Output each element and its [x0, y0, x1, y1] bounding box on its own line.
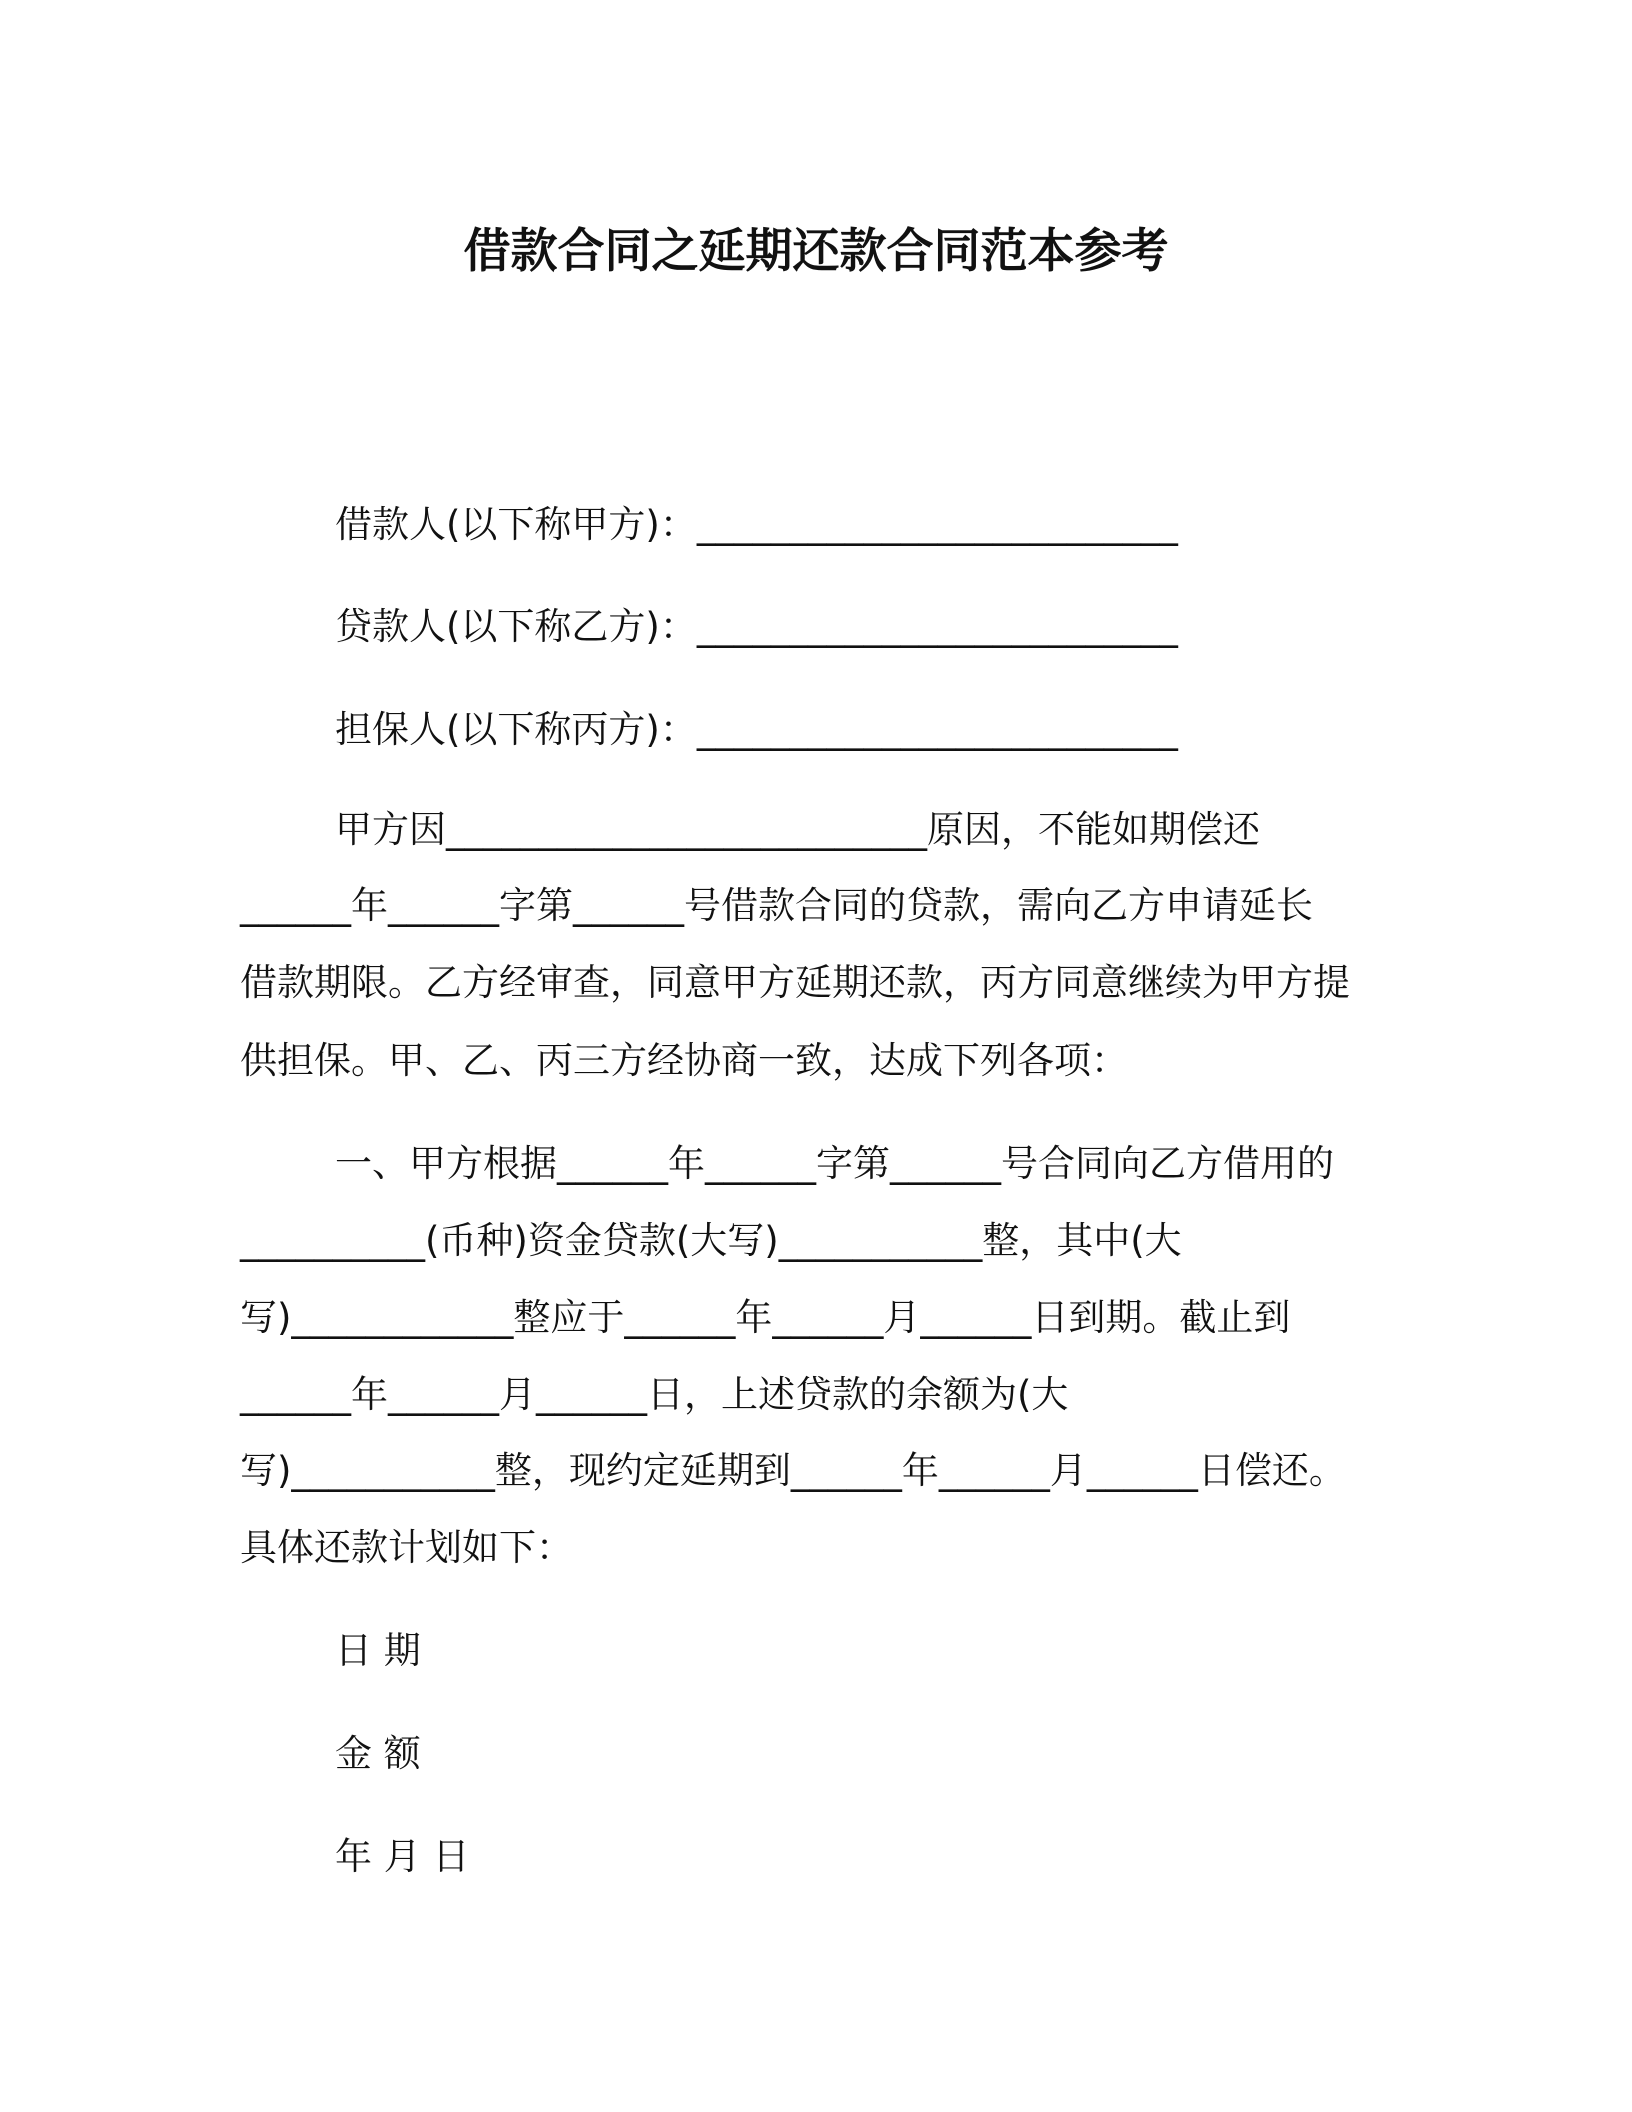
clause1-line-4: ______年______月______日，上述贷款的余额为(大: [240, 1373, 1069, 1416]
clause1-line-5: 写)___________整，现约定延期到______年______月______日偿还。: [240, 1449, 1346, 1492]
clause1-line-3: 写)____________整应于______年______月______日到期。截止到: [240, 1296, 1291, 1339]
schedule-label-ymd: 年 月 日: [335, 1835, 470, 1878]
paragraph1-line-2: ______年______字第______号借款合同的贷款，需向乙方申请延长: [240, 884, 1313, 927]
paragraph1-line-3: 借款期限。乙方经审查，同意甲方延期还款，丙方同意继续为甲方提: [240, 961, 1350, 1004]
lender-line: 贷款人(以下称乙方)：__________________________: [335, 605, 1178, 648]
document-title: 借款合同之延期还款合同范本参考: [463, 224, 1169, 279]
clause1-line-2: __________(币种)资金贷款(大写)___________整，其中(大: [240, 1219, 1182, 1262]
clause1-line-6: 具体还款计划如下：: [240, 1526, 573, 1569]
borrower-line: 借款人(以下称甲方)：__________________________: [335, 503, 1178, 546]
schedule-label-date: 日 期: [335, 1629, 421, 1672]
paragraph1-line-4: 供担保。甲、乙、丙三方经协商一致，达成下列各项：: [240, 1039, 1128, 1082]
guarantor-line: 担保人(以下称丙方)：__________________________: [335, 708, 1178, 751]
paragraph1-line-1: 甲方因__________________________原因，不能如期偿还: [335, 808, 1260, 851]
clause1-line-1: 一、甲方根据______年______字第______号合同向乙方借用的: [335, 1142, 1334, 1185]
schedule-label-amount: 金 额: [335, 1732, 421, 1775]
